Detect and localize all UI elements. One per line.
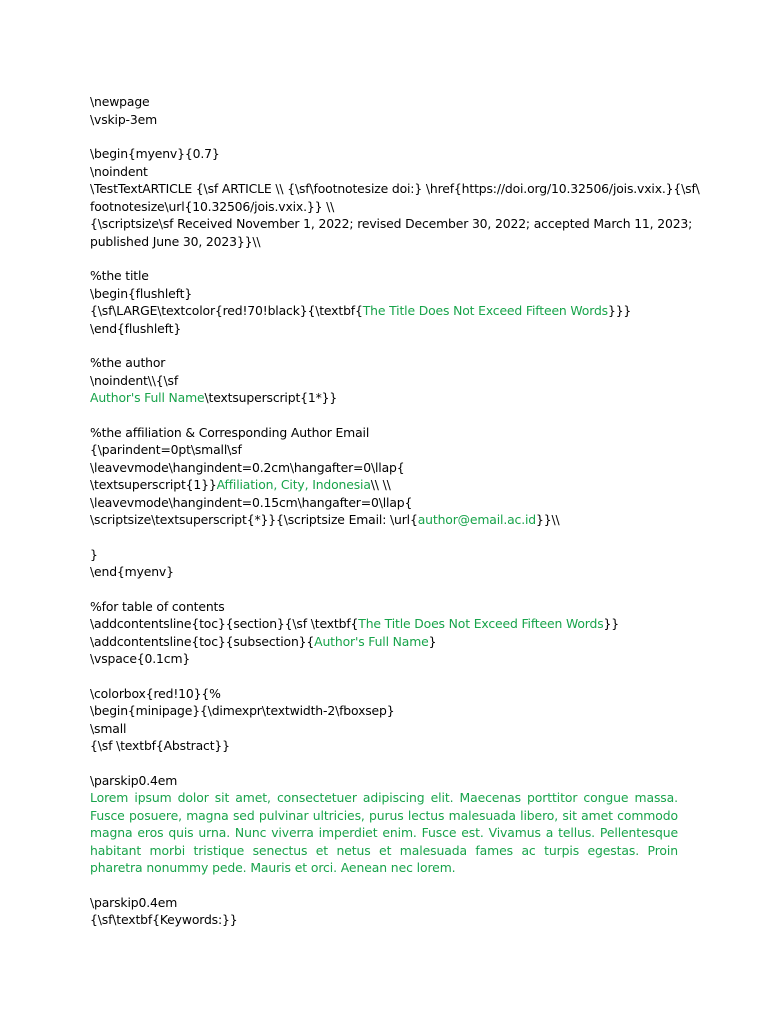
vskip-line: \vskip-3em xyxy=(90,112,157,127)
author-line xyxy=(90,389,690,406)
email-text: author@email.ac.id xyxy=(417,512,537,527)
author-name: Author's Full Name xyxy=(90,390,205,405)
title-suffix: }}} xyxy=(607,303,632,318)
end-flushleft-line: \end{flushleft} xyxy=(90,321,182,336)
title-line xyxy=(90,302,690,319)
newpage-line: \newpage xyxy=(90,94,150,109)
email-line xyxy=(90,511,690,528)
testtext-line-1: \TestTextARTICLE {\sf ARTICLE \\ {\sf\footnotesize doi:} \href{https://doi.org/10.32506/jois.vxix.}{\sf\ xyxy=(90,181,700,196)
comment-author: %the author xyxy=(90,355,166,370)
vspace-line: \vspace{0.1cm} xyxy=(90,651,191,666)
received-line-1: {\scriptsize\sf Received November 1, 2022; revised December 30, 2022; accepted March 11, 2023; xyxy=(90,216,693,231)
toc-subsection-line xyxy=(90,633,690,650)
lorem-paragraph: Lorem ipsum dolor sit amet, consectetuer adipiscing elit. Maecenas porttitor congue massa. Fusce posuere, magna sed pulvinar ultricies, purus lectus malesuada libero, sit amet commodo magna eros quis urna. Nunc viverra imperdiet enim. Fusce est. Vivamus a tellus. Pellentesque habitant morbi tristique senectus et netus et malesuada fames ac turpis egestas. Proin pharetra nonummy pede. Mauris et orci. Aenean nec lorem. xyxy=(90,790,678,876)
close-brace-line: } xyxy=(90,547,98,562)
parindent-line: {\parindent=0pt\small\sf xyxy=(90,442,242,457)
begin-myenv-line: \begin{myenv}{0.7} xyxy=(90,146,220,161)
begin-minipage-line: \begin{minipage}{\dimexpr\textwidth-2\fboxsep} xyxy=(90,703,395,718)
noindent-sf-line: \noindent\\{\sf xyxy=(90,373,179,388)
parskip-line-2: \parskip0.4em xyxy=(90,895,178,910)
abstract-line: {\sf \textbf{Abstract}} xyxy=(90,738,230,753)
leavevmode-line-1: \leavevmode\hangindent=0.2cm\hangafter=0\llap{ xyxy=(90,460,405,475)
parskip-line-1: \parskip0.4em xyxy=(90,773,178,788)
title-text: The Title Does Not Exceed Fifteen Words xyxy=(362,303,608,318)
title-prefix: {\sf\LARGE\textcolor{red!70!black}{\textbf{ xyxy=(90,303,363,318)
affil-suffix: \\ \\ xyxy=(370,477,391,492)
comment-title: %the title xyxy=(90,268,149,283)
toc-section-line xyxy=(90,615,690,632)
leavevmode-line-2: \leavevmode\hangindent=0.15cm\hangafter=0\llap{ xyxy=(90,495,413,510)
author-superscript: \textsuperscript{1*}} xyxy=(204,390,338,405)
email-prefix: \scriptsize\textsuperscript{*}}{\scriptsize Email: \url{ xyxy=(90,512,418,527)
comment-toc: %for table of contents xyxy=(90,599,225,614)
affiliation-line xyxy=(90,476,690,493)
keywords-line: {\sf\textbf{Keywords:}} xyxy=(90,912,238,927)
toc2-suffix: } xyxy=(428,634,437,649)
comment-affiliation: %the affiliation & Corresponding Author Email xyxy=(90,425,370,440)
received-line-2: published June 30, 2023}}\\ xyxy=(90,234,261,249)
small-line: \small xyxy=(90,721,127,736)
noindent-line: \noindent xyxy=(90,164,148,179)
affiliation-text: Affiliation, City, Indonesia xyxy=(216,477,371,492)
begin-flushleft-line: \begin{flushleft} xyxy=(90,286,193,301)
toc1-suffix: }} xyxy=(603,616,619,631)
toc1-title: The Title Does Not Exceed Fifteen Words xyxy=(358,616,604,631)
affil-prefix: \textsuperscript{1}} xyxy=(90,477,217,492)
colorbox-line: \colorbox{red!10}{% xyxy=(90,686,221,701)
toc1-prefix: \addcontentsline{toc}{section}{\sf \textbf{ xyxy=(90,616,359,631)
toc2-author: Author's Full Name xyxy=(314,634,429,649)
end-myenv-line: \end{myenv} xyxy=(90,564,174,579)
testtext-line-2: footnotesize\url{10.32506/jois.vxix.}} \\ xyxy=(90,199,335,214)
toc2-prefix: \addcontentsline{toc}{subsection}{ xyxy=(90,634,315,649)
email-suffix: }}\\ xyxy=(536,512,560,527)
